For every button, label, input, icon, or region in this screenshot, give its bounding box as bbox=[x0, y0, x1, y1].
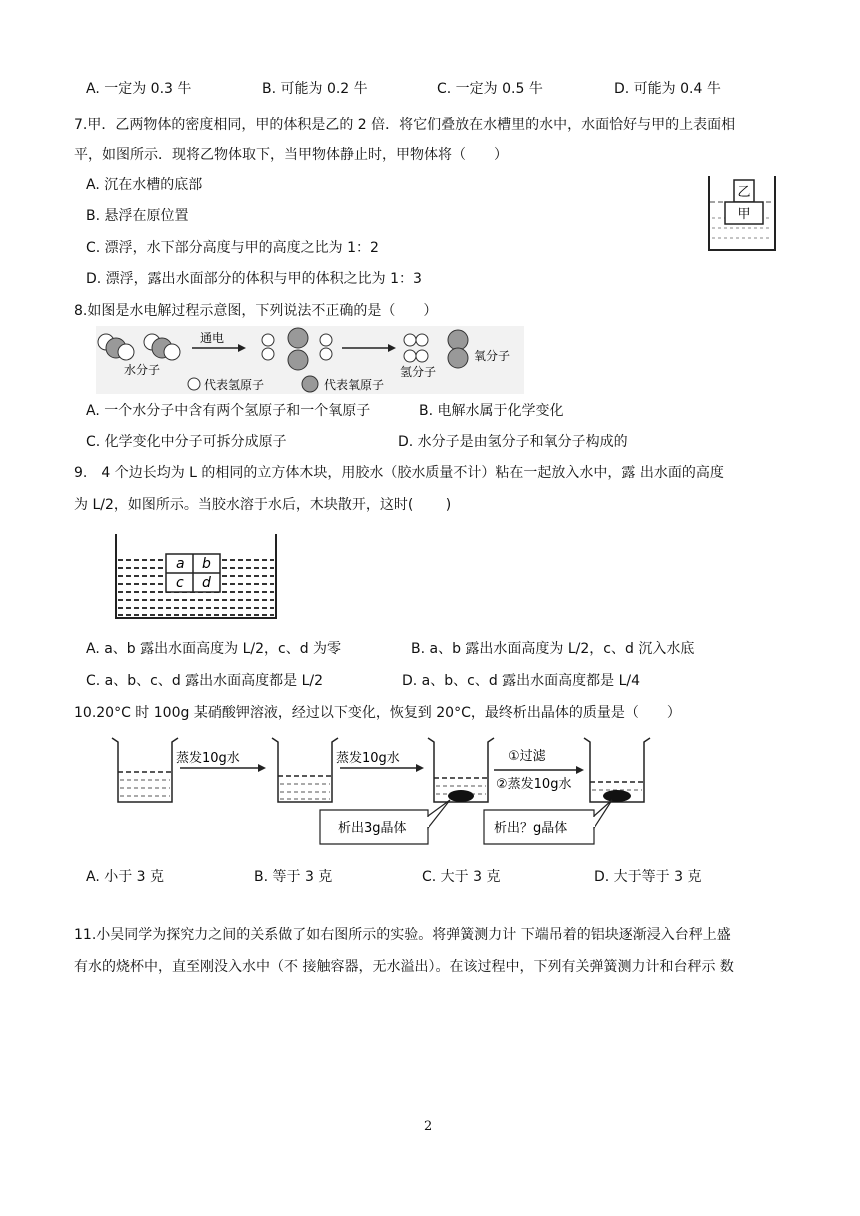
q10-step3a-label: ①过滤 bbox=[508, 749, 546, 764]
q9-option-c: C. a、b、c、d 露出水面高度都是 L/2 bbox=[86, 673, 324, 689]
q8-option-b: B. 电解水属于化学变化 bbox=[419, 403, 564, 419]
beaker-1 bbox=[112, 738, 178, 802]
q8-option-a: A. 一个水分子中含有两个氢原子和一个氧原子 bbox=[86, 403, 371, 419]
beaker-4 bbox=[584, 738, 650, 802]
beaker-2 bbox=[272, 738, 338, 802]
q10-step2-label: 蒸发10g水 bbox=[336, 751, 400, 766]
q7-option-a: A. 沉在水槽的底部 bbox=[86, 177, 203, 193]
q8-option-c: C. 化学变化中分子可拆分成原子 bbox=[86, 434, 287, 450]
q9-option-a: A. a、b 露出水面高度为 L/2，c、d 为零 bbox=[86, 641, 342, 657]
q8-arrow-label: 通电 bbox=[200, 331, 225, 345]
q10-step3b-label: ②蒸发10g水 bbox=[496, 777, 572, 792]
q9-cube-d: d bbox=[202, 575, 211, 591]
q8-legend-h: 代表氢原子 bbox=[204, 378, 265, 392]
q8-legend-o: 代表氧原子 bbox=[324, 378, 385, 392]
q9-cube-c: c bbox=[176, 575, 184, 591]
page-number: 2 bbox=[424, 1119, 433, 1134]
q9-cube-a: a bbox=[176, 556, 185, 572]
q11-stem-line1: 11.小吴同学为探究力之间的关系做了如右图所示的实验。将弹簧测力计 下端吊着的铝块逐渐浸入台秤上盛 bbox=[74, 927, 731, 943]
q7-stem-line2: 平，如图所示．现将乙物体取下，当甲物体静止时，甲物体将（ ） bbox=[74, 147, 508, 163]
q7-option-b: B. 悬浮在原位置 bbox=[86, 208, 189, 224]
q8-label-oxygen: 氧分子 bbox=[474, 349, 511, 363]
q10-callout2: 析出？g晶体 bbox=[494, 821, 568, 836]
q7-figure bbox=[706, 174, 778, 254]
q9-option-b: B. a、b 露出水面高度为 L/2，c、d 沉入水底 bbox=[411, 641, 695, 657]
q10-callout1: 析出3g晶体 bbox=[338, 821, 407, 836]
q10-option-d: D. 大于等于 3 克 bbox=[594, 869, 702, 885]
q7-figure-label-yi: 乙 bbox=[737, 185, 751, 200]
q7-figure-label-jia: 甲 bbox=[737, 207, 751, 222]
q6-option-d: D. 可能为 0.4 牛 bbox=[614, 81, 721, 97]
q7-option-d: D. 漂浮，露出水面部分的体积与甲的体积之比为 1：3 bbox=[86, 271, 422, 287]
q10-figure bbox=[110, 736, 650, 848]
q8-label-water: 水分子 bbox=[124, 363, 161, 377]
q10-option-b: B. 等于 3 克 bbox=[254, 869, 333, 885]
q6-option-b: B. 可能为 0.2 牛 bbox=[262, 81, 368, 97]
q9-stem-line1: 9. 4 个边长均为 L 的相同的立方体木块，用胶水（胶水质量不计）粘在一起放入水中，露 出水面的高度 bbox=[74, 465, 724, 481]
q9-stem-line2: 为 L/2，如图所示。当胶水溶于水后，木块散开，这时( ) bbox=[74, 497, 452, 513]
q9-option-d: D. a、b、c、d 露出水面高度都是 L/4 bbox=[402, 673, 641, 689]
q6-option-a: A. 一定为 0.3 牛 bbox=[86, 81, 192, 97]
q10-option-a: A. 小于 3 克 bbox=[86, 869, 165, 885]
q9-figure bbox=[112, 530, 288, 622]
q7-option-c: C. 漂浮，水下部分高度与甲的高度之比为 1：2 bbox=[86, 240, 379, 256]
q7-stem-line1: 7.甲．乙两物体的密度相同，甲的体积是乙的 2 倍．将它们叠放在水槽里的水中，水面恰好与甲的上表面相 bbox=[74, 117, 736, 133]
q11-stem-line2: 有水的烧杯中，直至刚没入水中（不 接触容器，无水溢出）。在该过程中，下列有关弹簧测力计和台秤示 数 bbox=[74, 959, 734, 975]
q10-step1-label: 蒸发10g水 bbox=[176, 751, 240, 766]
q8-label-hydrogen: 氢分子 bbox=[400, 365, 437, 379]
beaker-3 bbox=[428, 738, 494, 802]
q9-cube-b: b bbox=[202, 556, 211, 572]
q10-option-c: C. 大于 3 克 bbox=[422, 869, 501, 885]
q10-stem: 10.20°C 时 100g 某硝酸钾溶液，经过以下变化，恢复到 20°C，最终析出晶体的质量是（ ） bbox=[74, 705, 681, 721]
q8-stem: 8.如图是水电解过程示意图，下列说法不正确的是（ ） bbox=[74, 303, 438, 319]
q8-figure bbox=[96, 326, 524, 394]
q6-option-c: C. 一定为 0.5 牛 bbox=[437, 81, 543, 97]
q8-option-d: D. 水分子是由氢分子和氧分子构成的 bbox=[398, 434, 628, 450]
